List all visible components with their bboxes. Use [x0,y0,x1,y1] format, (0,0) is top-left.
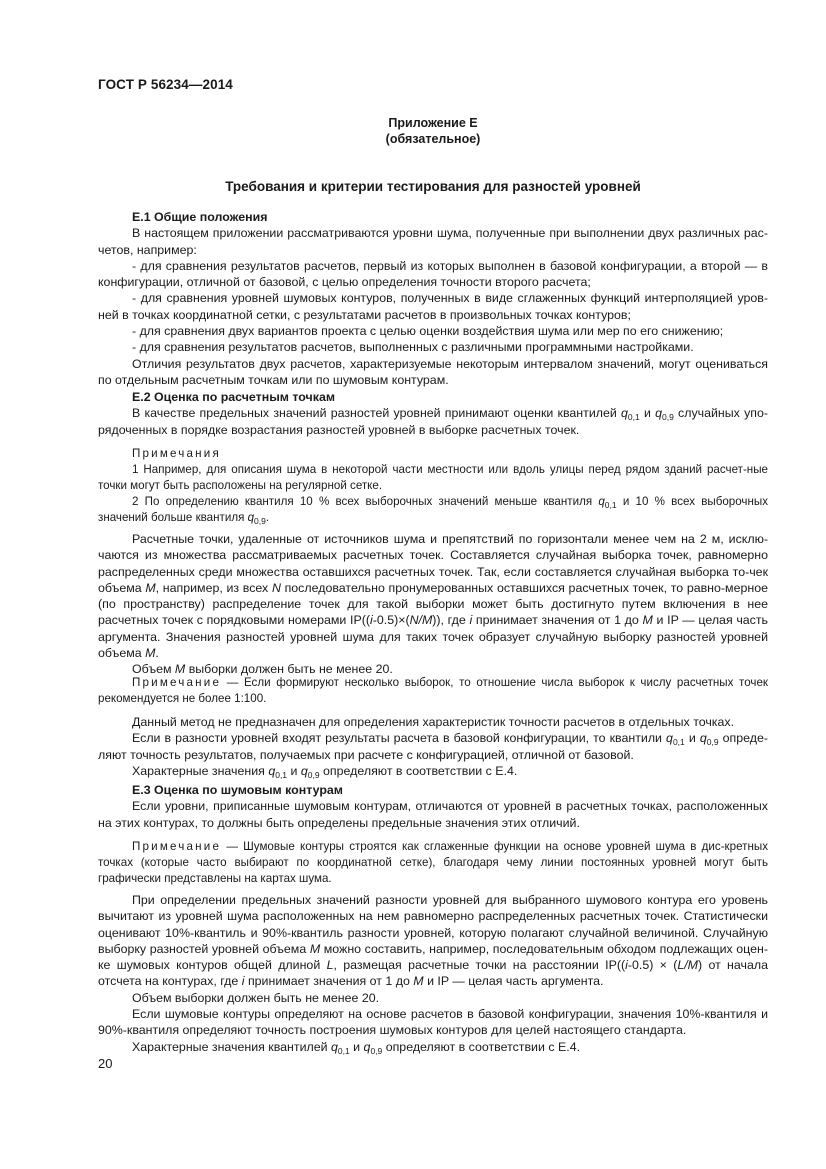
e2-note [98,675,768,707]
e3-accuracy-paragraph: Если шумовые контуры определяют на основе расчетов в базовой конфигурации, значения 10%-квантиля и 90%-квантиля определяют точность построения шумовых контуров для целей настоящего стандарта. [98,1007,768,1038]
e3-characteristic-values: Характерные значения квантилей $q_{0,1}$ и $q_{0,9}$ определяют в соответствии с Е.4. [132,1039,581,1056]
e2-method [98,714,768,779]
e2-note-text: Примечание — Если формируют несколько выборок, то отношение числа выборок к числу расчетных точек рекомендуется не более 1:100. [98,676,768,705]
appendix-title: Приложение Е [388,116,478,130]
section-e3 [98,782,768,831]
e3-sampling-paragraph: При определении предельных значений разности уровней для выбранного шумового контура его уровень вычитают из уровней шума расположенных на нем равномерно распределенных расчетных точек. Статистически оценивают 10%-квантиль и 90%-квантиль разности уровней, которую полагают случайной величиной. Случайную выборку разностей уровней объема M можно составить, например, последовательным обходом подлежащих оцен-ке шумовых контуров общей длиной L, размещая расчетные точки на расстоянии IP((i-0.5) × (L/M) от начала отсчета на контурах, где i принимает значения от 1 до M и IP — целая часть аргумента. [98,893,768,989]
e1-list-item: - для сравнения результатов расчетов, первый из которых выполнен в базовой конфигурации, а второй — в конфигурации, отличной от базовой, с целью определения точности второго расчета; [98,258,768,290]
section-e2-heading: Е.2 Оценка по расчетным точкам [132,390,336,404]
e1-closing: Отличия результатов двух расчетов, характеризуемые некоторым интервалом значений, могут оцениваться по отдельным расчетным точкам или по шумовым контурам. [98,356,768,387]
e2-method-paragraph: Данный метод не предназначен для определения характеристик точности расчетов в отдельных точках. [132,715,735,729]
e2-characteristic-values: Характерные значения $q_{0,1}$ и $q_{0,9}$ определяют в соответствии с Е.4. [132,763,518,780]
e3-paragraph: Если уровни, приписанные шумовым контурам, отличаются от уровней в расчетных точках, расположенных на этих контурах, то должны быть определены предельные значения этих отличий. [98,799,768,830]
section-e1-heading: Е.1 Общие положения [132,210,268,224]
section-e2 [98,389,768,438]
appendix-main-title: Требования и критерии тестирования для разностей уровней [225,179,641,194]
e3-note [98,839,768,887]
e2-quantiles-paragraph: Если в разности уровней входят результаты расчета в базовой конфигурации, то квантили $q_{0,1}$ и $q_{0,9}$ опреде-ляют точность результатов, получаемых при расчете с конфигурацией, отличной от базовой. [98,731,769,762]
e2-sample-size: Объем M выборки должен быть не менее 20. [132,662,393,677]
e1-list-item: - для сравнения двух вариантов проекта с целью оценки воздействия шума или мер по его снижению; [132,324,724,339]
page-number: 20 [98,1056,113,1071]
note-1: 1 Например, для описания шума в некоторой части местности или вдоль улицы перед рядом зданий расчет-ные точки могут быть расположены на регулярной сетке. [98,463,768,492]
section-e1 [98,209,768,388]
e1-intro: В настоящем приложении рассматриваются уровни шума, полученные при выполнении двух различных рас-четов, например: [98,226,768,257]
e3-note-text: Примечание — Шумовые контуры строятся как сглаженные функции на основе уровней шума в дис-кретных точках (которые часто выбирают по координатной сетке), благодаря чему линии постоянных уровней могут быть графически представлены на картах шума. [98,840,768,885]
e1-list-item: - для сравнения уровней шумовых контуров, полученных в виде сглаженных функций интерполяцией уров-ней в точках координатной сетки, с результатами расчетов в произвольных точках контуров; [98,291,768,322]
notes-label: Примечания [132,447,221,460]
e3-sample-size: Объем выборки должен быть не менее 20. [132,990,380,1005]
section-e3-heading: Е.3 Оценка по шумовым контурам [132,783,343,797]
e2-sampling [98,531,768,678]
e3-body [98,892,768,1055]
document-id: ГОСТ Р 56234—2014 [98,77,233,92]
e1-list-item: - для сравнения результатов расчетов, выполненных с различными программными настройками. [132,340,694,355]
note-2: 2 По определению квантиля 10 % всех выборочных значений меньше квантиля $q_{0,1}$ и 10 % всех выборочных значений больше квантиля $q_{0,9}$. [98,495,768,526]
e2-notes [98,446,768,526]
e2-paragraph: В качестве предельных значений разностей уровней принимают оценки квантилей $q_{0,1}$ и $q_{0,9}$ случайных упо-рядоченных в порядке возрастания разностей уровней в выборке расчетных точек. [98,406,769,437]
e2-sampling-paragraph: Расчетные точки, удаленные от источников шума и препятствий по горизонтали менее чем на 2 м, исклю-чаются из множества рассматриваемых расчетных точек. Составляется случайная выборка точек, равномерно распределенных среди множества оставшихся расчетных точек. Так, если составляется случайная выборка то-чек объема M, например, из всех N последовательно пронумерованных оставшихся расчетных точек, то равно-мерное (по пространству) распределение точек для такой выборки может быть достигнуто путем включения в нее расчетных точек с порядковыми номерами IP((i-0.5)×(N/M)), где i принимает значения от 1 до M и IP — целая часть аргумента. Значения разностей уровней шума для таких точек образует случайную выборку разностей уровней объема M. [98,532,769,661]
appendix-status: (обязательное) [385,132,481,146]
